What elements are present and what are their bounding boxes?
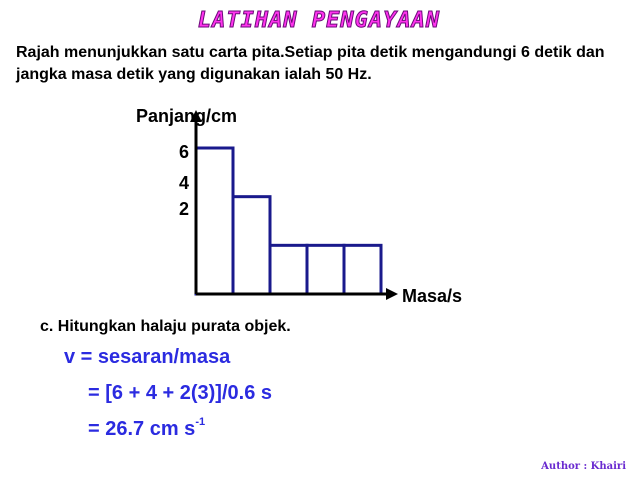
y-axis-label: Panjang/cm xyxy=(136,106,238,126)
x-axis-label: Masa/s xyxy=(402,286,463,306)
working-line-3-text: = 26.7 cm s xyxy=(88,418,196,440)
working-line-2: = [6 + 4 + 2(3)]/0.6 s xyxy=(88,382,272,404)
slide-title: LATIHAN PENGAYAAN xyxy=(197,8,441,33)
working-line-3 xyxy=(88,418,205,441)
sub-question: c. Hitungkan halaju purata objek. xyxy=(40,318,291,335)
unit-exponent: -1 xyxy=(195,416,206,428)
tape-strip-bar xyxy=(233,197,270,294)
tape-strip-bar xyxy=(307,245,344,294)
question-text: Rajah menunjukkan satu carta pita.Setiap pita detik mengandungi 6 detik dan jangka masa detik yang digunakan ialah 50 Hz. xyxy=(16,44,605,83)
tape-strip-bar xyxy=(270,245,307,294)
y-tick-label: 6 xyxy=(179,142,190,162)
tape-strip-bar xyxy=(344,245,381,294)
bars-group xyxy=(196,148,381,294)
tape-strip-bar xyxy=(196,148,233,294)
x-axis-arrow xyxy=(386,288,398,300)
y-tick-label: 4 xyxy=(179,173,190,193)
author-credit: Author : Khairi xyxy=(541,461,626,472)
y-tick-label: 2 xyxy=(179,199,190,219)
working-line-1: v = sesaran/masa xyxy=(64,346,231,368)
